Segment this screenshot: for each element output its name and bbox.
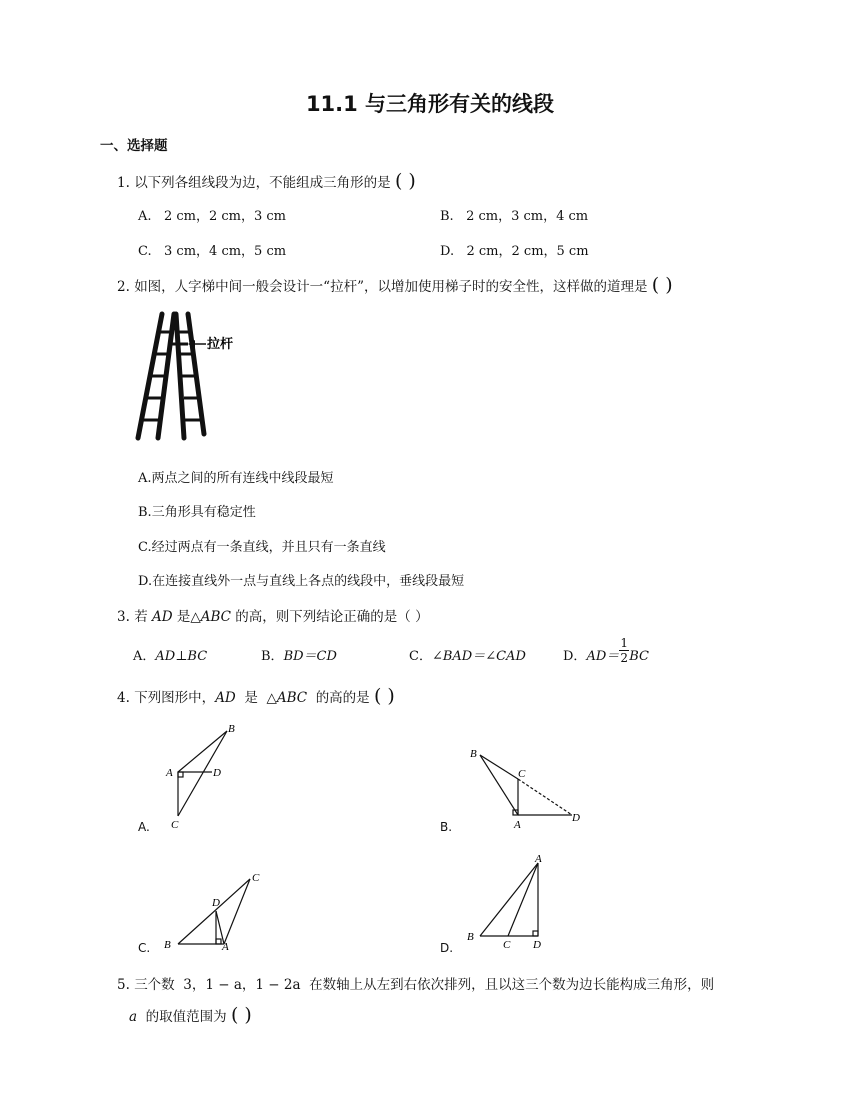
point-label: C bbox=[518, 768, 526, 780]
point-label: A bbox=[514, 819, 521, 831]
math-a: a bbox=[129, 1009, 138, 1025]
section-heading: 一、选择题 bbox=[100, 138, 168, 154]
q1-option-b[interactable] bbox=[440, 205, 588, 224]
question-number: 4. bbox=[117, 690, 130, 706]
q2-option-d[interactable] bbox=[138, 570, 464, 589]
point-label: A bbox=[222, 941, 229, 953]
question-stem: 如图，人字梯中间一般会设计一“拉杆”，以增加使用梯子时的安全性，这样做的道理是 bbox=[134, 279, 648, 295]
option-text: AD⊥BC bbox=[155, 649, 208, 664]
option-letter: C． bbox=[409, 649, 432, 664]
option-text: 3 cm，4 cm，5 cm bbox=[164, 244, 287, 259]
question-number: 3. bbox=[117, 609, 130, 625]
point-label: D bbox=[213, 767, 221, 779]
stem-text: 在数轴上从左到右依次排列，且以这三个数为边长能构成三角形，则 bbox=[309, 977, 715, 993]
option-text: AD＝ bbox=[586, 649, 620, 664]
option-text: 2 cm，2 cm，3 cm bbox=[163, 209, 286, 224]
math-numbers: 3，1 − a，1 − 2a bbox=[183, 977, 301, 993]
question-1 bbox=[117, 170, 416, 192]
option-letter: C. bbox=[138, 244, 152, 259]
q2-option-c[interactable] bbox=[138, 536, 386, 555]
question-3 bbox=[117, 605, 429, 625]
option-letter: B． bbox=[261, 649, 284, 664]
q2-option-a[interactable] bbox=[138, 467, 334, 486]
question-5-line-2 bbox=[129, 1004, 252, 1026]
point-label: A bbox=[535, 853, 542, 865]
q3-option-c[interactable] bbox=[409, 645, 526, 664]
option-text: 在连接直线外一点与直线上各点的线段中，垂线段最短 bbox=[152, 574, 465, 589]
point-label: D bbox=[572, 812, 580, 824]
point-label: C bbox=[503, 939, 511, 951]
option-text: BD＝CD bbox=[283, 649, 337, 664]
question-number: 1. bbox=[117, 175, 130, 191]
fraction-denominator: 2 bbox=[620, 651, 629, 665]
fraction bbox=[619, 636, 629, 665]
page-title: 11.1 与三角形有关的线段 bbox=[305, 92, 555, 116]
option-text: 两点之间的所有连线中线段最短 bbox=[151, 471, 334, 486]
stem-text: 的高，则下列结论正确的是（ ） bbox=[235, 609, 429, 625]
point-label: D bbox=[212, 897, 220, 909]
q1-option-d[interactable] bbox=[440, 240, 589, 259]
point-label: B bbox=[470, 748, 477, 760]
question-4 bbox=[117, 685, 395, 707]
point-label: B bbox=[467, 931, 474, 943]
point-label: D bbox=[533, 939, 541, 951]
question-5 bbox=[117, 973, 714, 993]
ladder-bar-label: 拉杆 bbox=[207, 337, 234, 352]
math-triangle: △ABC bbox=[266, 690, 308, 706]
point-label: C bbox=[252, 872, 260, 884]
option-text: BC bbox=[629, 649, 649, 664]
stem-text: 若 bbox=[134, 609, 148, 625]
q3-option-d[interactable] bbox=[563, 636, 649, 670]
math-abc: ABC bbox=[200, 609, 231, 625]
math-ad: AD bbox=[151, 609, 173, 625]
option-text: 三角形具有稳定性 bbox=[151, 505, 256, 520]
answer-paren: ( ) bbox=[651, 274, 673, 296]
answer-paren: ( ) bbox=[230, 1004, 252, 1026]
q4-figure-c bbox=[160, 868, 270, 958]
option-letter: D． bbox=[563, 649, 587, 664]
option-letter: A. bbox=[138, 209, 152, 224]
stem-text: 的高的是 bbox=[315, 690, 370, 706]
option-text: ∠BAD＝∠CAD bbox=[431, 649, 526, 664]
option-letter: D. bbox=[440, 244, 455, 259]
q4-option-c[interactable]: C. bbox=[138, 941, 151, 955]
question-stem: 以下列各组线段为边，不能组成三角形的是 bbox=[134, 175, 391, 191]
q3-option-b[interactable] bbox=[261, 645, 337, 664]
option-letter: D. bbox=[138, 574, 153, 589]
ladder-figure bbox=[132, 308, 242, 444]
answer-paren: ( ) bbox=[373, 685, 395, 707]
option-letter: B. bbox=[138, 505, 152, 520]
stem-text: 的取值范围为 bbox=[145, 1009, 227, 1025]
option-text: 2 cm，3 cm，4 cm bbox=[466, 209, 589, 224]
point-label: B bbox=[164, 939, 171, 951]
question-2 bbox=[117, 274, 673, 296]
q4-option-d[interactable]: D. bbox=[440, 941, 454, 955]
q4-figure-b bbox=[462, 745, 592, 835]
q4-figure-d bbox=[462, 853, 562, 953]
question-number: 5. bbox=[117, 977, 130, 993]
stem-text: 是 bbox=[244, 690, 258, 706]
q4-option-b[interactable]: B. bbox=[440, 820, 453, 834]
q1-option-a[interactable] bbox=[138, 205, 286, 224]
math-ad: AD bbox=[215, 690, 236, 706]
option-letter: B. bbox=[440, 209, 454, 224]
point-label: C bbox=[171, 819, 179, 831]
fraction-numerator: 1 bbox=[620, 636, 629, 650]
point-label: A bbox=[166, 767, 173, 779]
q3-option-a[interactable] bbox=[133, 645, 207, 664]
q4-option-a[interactable]: A. bbox=[138, 820, 150, 834]
q4-figure-a bbox=[160, 720, 240, 832]
q2-option-b[interactable] bbox=[138, 501, 256, 520]
option-text: 经过两点有一条直线，并且只有一条直线 bbox=[151, 540, 386, 555]
option-text: 2 cm，2 cm，5 cm bbox=[466, 244, 589, 259]
point-label: B bbox=[228, 723, 235, 735]
answer-paren: ( ) bbox=[394, 170, 416, 192]
option-letter: C. bbox=[138, 540, 152, 555]
stem-text: 是△ bbox=[176, 609, 201, 625]
stem-text: 下列图形中， bbox=[134, 690, 216, 706]
stem-text: 三个数 bbox=[134, 977, 175, 993]
option-letter: A. bbox=[138, 471, 152, 486]
option-letter: A． bbox=[133, 649, 156, 664]
question-number: 2. bbox=[117, 279, 130, 295]
q1-option-c[interactable] bbox=[138, 240, 286, 259]
